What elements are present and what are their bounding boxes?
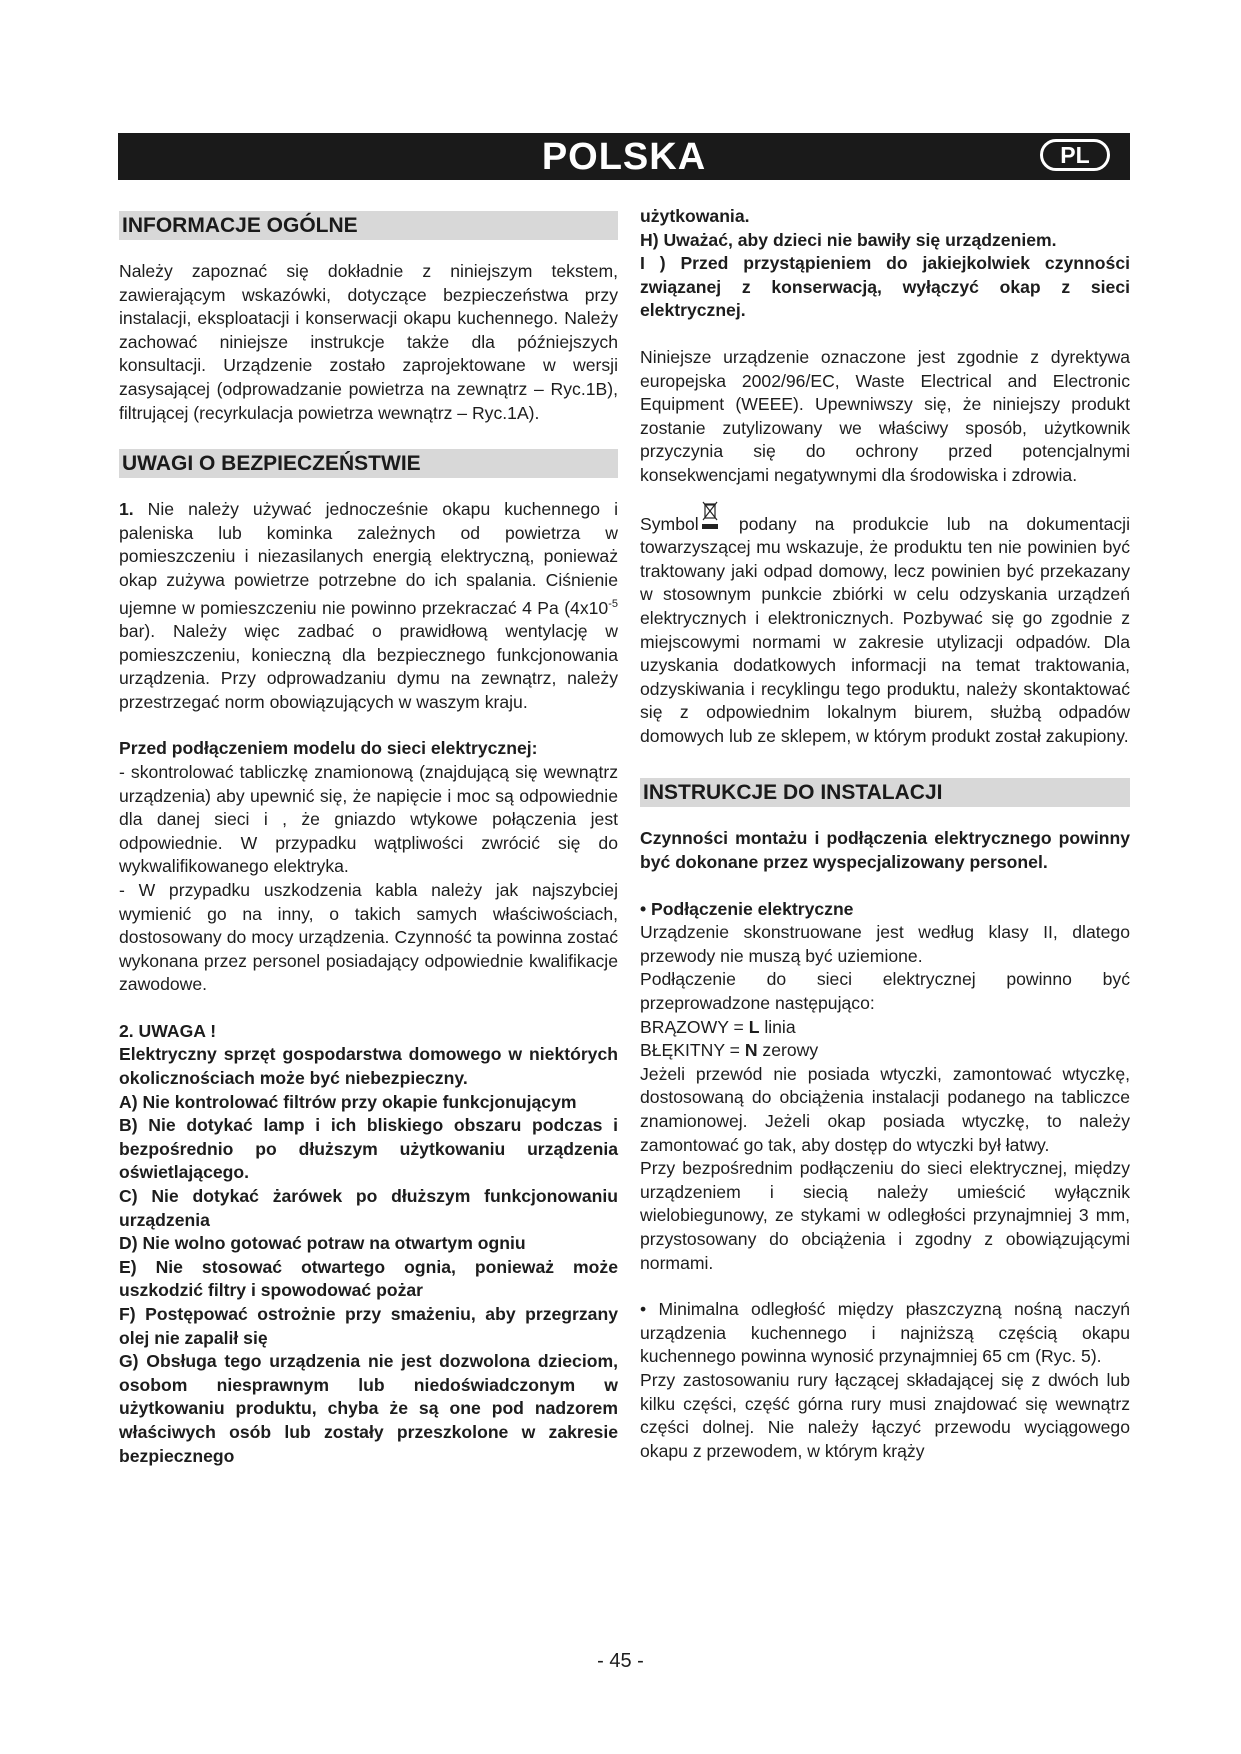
paragraph-electrical-4: Przy bezpośrednim podłączeniu do sieci elektrycznej, między urządzeniem i siecią należy umieścić wyłącznik wielobiegunowy, ze stykami w odległości przynajmniej 3 mm, przystosowany do obciążenia i zgodny z obowiązującymi normami. [640, 1158, 1130, 1273]
electrical-connection-heading: • Podłączenie elektryczne [640, 898, 854, 919]
paragraph-text: Symbol [640, 513, 699, 534]
page-title: POLSKA [541, 136, 707, 178]
wire-code: L [748, 1016, 760, 1037]
warning-item-f: F) Postępować ostrożnie przy smażeniu, aby przegrzany olej nie zapalił się [119, 1304, 618, 1348]
item-number: 1. [119, 499, 134, 520]
paragraph-min-distance: • Minimalna odległość między płaszczyzną nośną naczyń urządzenia kuchennego i najniższą częścią okapu kuchennego powinna wynosić przynajmniej 65 cm (Ryc. 5). [640, 1299, 1130, 1367]
crossed-bin-icon [701, 500, 719, 534]
warning-item-h: H) Uważać, aby dzieci nie bawiły się urządzeniem. [640, 229, 1057, 250]
header-bar [118, 133, 1130, 180]
warning-item-g: G) Obsługa tego urządzenia nie jest dozwolona dzieciom, osobom niesprawnym lub niedoświadczonym w użytkowaniu produktu, chyba że są one pod nadzorem właściwych osób lub zostały przeszkolone w zakresie bezpiecznego [119, 1351, 618, 1466]
wire-code: N [744, 1040, 758, 1061]
warning-item-g-continued: użytkowania. [640, 206, 750, 226]
paragraph-weee: Niniejsze urządzenie oznaczone jest zgodnie z dyrektywa europejska 2002/96/EC, Waste Electrical and Electronic Equipment (WEEE). Upewniwszy się, że niniejszy produkt zostanie zutylizowany we właściwy sposób, użytkownik przyczynia się do ochrony przed potencjalnymi konsekwencjami negatywnymi dla środowiska i zdrowia. [640, 346, 1130, 485]
wire-desc: zerowy [757, 1040, 819, 1061]
page-number: - 45 - [597, 1650, 644, 1672]
paragraph-intro: Należy zapoznać się dokładnie z niniejszym tekstem, zawierającym wskazówki, dotyczące bezpieczeństwa przy instalacji, eksploatacji i konserwacji okapu kuchennego. Należy zachować niniejsze instrukcje także dla późniejszych konsultacji. Urządzenie zostało zaprojektowane w wersji zasysającej (odprowadzanie powietrza na zewnątrz – Ryc.1B), filtrującej (recyrkulacja powietrza wewnątrz – Ryc.1A). [119, 261, 618, 423]
paragraph-text: bar). Należy więc zadbać o prawidłową wentylację w pomieszczeniu, konieczną dla bezpiecznego funkcjonowania urządzenia. Przy odprowadzaniu dymu na zewnątrz, należy przestrzegać norm obowiązujących w waszym kraju. [119, 620, 618, 712]
paragraph-text: Nie należy używać jednocześnie okapu kuchennego i paleniska lub kominka zależnych od powietrza w pomieszczeniu i niezasilanych energią elektryczną, ponieważ okap zużywa powietrze potrzebne do ich spalania. Ciśnienie ujemne w pomieszczeniu nie powinno przekraczać 4 Pa (4x10 [119, 499, 618, 618]
section-heading-installation: INSTRUKCJE DO INSTALACJI [640, 778, 1130, 807]
warning-item-e: E) Nie stosować otwartego ognia, ponieważ może uszkodzić filtry i spowodować pożar [119, 1256, 618, 1301]
paragraph-symbol [640, 500, 1130, 749]
wire-label: BŁĘKITNY = [640, 1040, 745, 1061]
language-badge: PL [1040, 139, 1110, 171]
wire-desc: linia [759, 1016, 796, 1037]
paragraph-installation: Czynności montażu i podłączenia elektrycznego powinny być dokonane przez wyspecjalizowany personel. [640, 828, 1130, 873]
paragraph-electrical-2: Podłączenie do sieci elektrycznej powinno być przeprowadzone następująco: [640, 969, 1130, 1014]
wire-brown [640, 1016, 1130, 1040]
warning-intro: Elektryczny sprzęt gospodarstwa domowego w niektórych okolicznościach może być niebezpieczny. [119, 1044, 618, 1089]
left-column [119, 205, 618, 1468]
paragraph-electrical-3: Jeżeli przewód nie posiada wtyczki, zamontować wtyczkę, dostosowaną do obciążenia instalacji podanego na tabliczce znamionowej. Jeżeli okap posiada wtyczkę, to należy zamontować go tak, aby dostęp do wtyczki był łatwy. [640, 1063, 1130, 1155]
warning-item-a: A) Nie kontrolować filtrów przy okapie funkcjonującym [119, 1091, 577, 1112]
paragraph-before-connection-1: - skontrolować tabliczkę znamionową (znajdującą się wewnątrz urządzenia) aby upewnić się, że napięcie i moc są odpowiednie dla danej sieci i , że gniazdo wtykowe połączenia jest odpowiednie. W przypadku wątpliwości zwrócić się do wykwalifikowanego elektryka. [119, 761, 618, 877]
section-heading-general: INFORMACJE OGÓLNE [119, 211, 618, 240]
right-column [640, 205, 1130, 1463]
wire-label: BRĄZOWY = [640, 1016, 749, 1037]
section-heading-safety: UWAGI O BEZPIECZEŃSTWIE [119, 449, 618, 478]
warning-item-c: C) Nie dotykać żarówek po dłuższym funkcjonowaniu urządzenia [119, 1186, 618, 1230]
warning-heading: 2. UWAGA ! [119, 1020, 217, 1041]
paragraph-before-connection-2: - W przypadku uszkodzenia kabla należy jak najszybciej wymienić go na inny, o takich samych właściwościach, dostosowany do mocy urządzenia. Czynność ta powinna zostać wykonana przez personel posiadający odpowiednie kwalifikacje zawodowe. [119, 879, 618, 995]
warning-item-b: B) Nie dotykać lamp i ich bliskiego obszaru podczas i bezpośrednio po dłuższym użytkowaniu urządzenia oświetlającego. [119, 1115, 618, 1183]
superscript: -5 [608, 597, 618, 610]
warning-item-d: D) Nie wolno gotować potraw na otwartym ogniu [119, 1233, 526, 1254]
warning-item-i: I ) Przed przystąpieniem do jakiejkolwiek czynności związanej z konserwacją, wyłączyć okap z sieci elektrycznej. [640, 253, 1130, 321]
paragraph-pipe: Przy zastosowaniu rury łączącej składającej się z dwóch lub kilku części, część górna rury musi znajdować się wewnątrz części dolnej. Nie należy łączyć przewodu wyciągowego okapu z przewodem, w którym krąży [640, 1369, 1130, 1461]
paragraph-safety-1 [119, 498, 618, 714]
paragraph-electrical-1: Urządzenie skonstruowane jest według klasy II, dlatego przewody nie muszą być uziemione. [640, 922, 1130, 966]
paragraph-before-connection-heading: Przed podłączeniem modelu do sieci elektrycznej: [119, 738, 538, 759]
wire-blue [640, 1039, 1130, 1063]
paragraph-text: podany na produkcie lub na dokumentacji towarzyszącej mu wskazuje, że produktu ten nie powinien być traktowany jaki odpad domowy, lecz powinien być przekazany w stosownym punkcie zbiórki w celu odzyskania urządzeń elektrycznych i elektronicznych. Pozbywać się go zgodnie z miejscowymi normami w zakresie utylizacji odpadów. Dla uzyskania dodatkowych informacji na temat traktowania, odzyskiwania i recyklingu tego produktu, należy skontaktować się z odpowiednim lokalnym biurem, służbą odpadów domowych lub ze sklepem, w którym produkt został zakupiony. [640, 513, 1130, 746]
